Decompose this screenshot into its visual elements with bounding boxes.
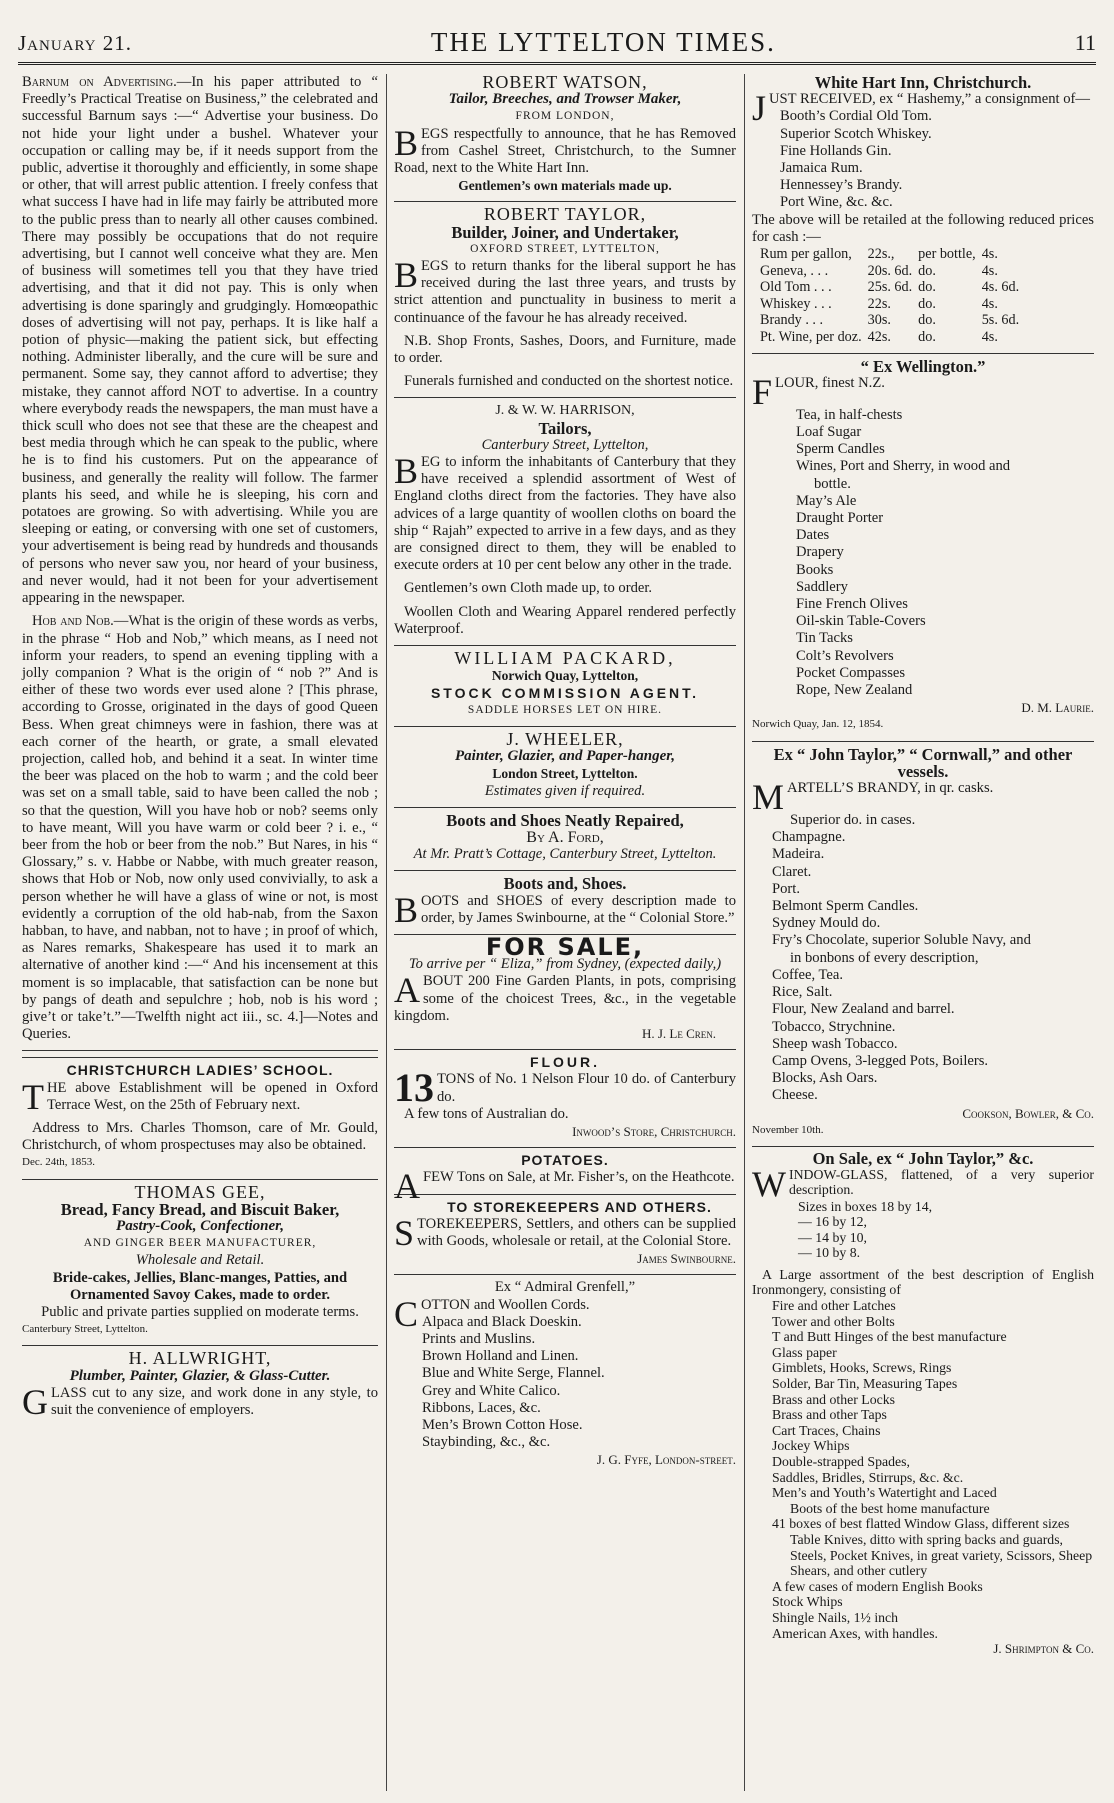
list-item: Sizes in boxes 18 by 14, [798,1198,933,1214]
ad-title: On Sale, ex “ John Taylor,” &c. [812,1148,1034,1168]
drop-cap: B [394,889,419,930]
list-item: Booth’s Cordial Old Tom. [780,108,932,125]
price-bottle: 5s. 6d. [981,312,1020,329]
ad-body: TONS of No. 1 Nelson Flour 10 do. of Canterbury do. [437,1071,736,1105]
ad-title: “ Ex Wellington.” [860,356,986,376]
list-item: Double-strapped Spades, [772,1454,910,1470]
ad-note: Gentlemen’s own materials made up. [458,178,672,194]
price-gallon: 25s. 6d. [867,279,913,296]
newspaper-title: THE LYTTELTON TIMES. [430,27,776,57]
ad-note: SADDLE HORSES LET ON HIRE. [467,703,663,716]
list-item: Fine French Olives [796,596,908,613]
ad-body-2: A Large assortment of the best description of English Ironmongery, consisting of [752,1266,1094,1298]
ad-body: INDOW-GLASS, flattened, of a very superior description. [788,1166,1094,1198]
ad-trade: Plumber, Painter, Glazier, & Glass-Cutter. [69,1367,331,1384]
list-item: Glass paper [772,1344,837,1360]
list-item: Flour, New Zealand and barrel. [772,1001,955,1018]
ad-trade-2: Pastry-Cook, Confectioner, [116,1218,284,1234]
item-list [752,1298,1094,1641]
ad-body-2: A few tons of Australian do. [404,1105,569,1122]
list-item: Blue and White Serge, Flannel. [422,1365,605,1382]
price-item: Brandy . . . [760,312,824,329]
list-item: Tin Tacks [796,630,853,647]
list-item: Superior Scotch Whiskey. [780,125,932,142]
list-item: Superior do. in cases. [790,812,916,829]
list-item: Men’s Brown Cotton Hose. [422,1417,583,1434]
ad-signature: J. Shrimpton & Co. [993,1641,1094,1657]
white-hart-ad [752,74,1094,354]
price-item: Rum per gallon, [760,246,852,263]
item-list [394,1314,736,1452]
column-1 [22,74,378,1426]
item-list [752,812,1094,1104]
list-item: Brown Holland and Linen. [422,1348,579,1365]
ad-name: WILLIAM PACKARD, [454,648,676,669]
price-gallon: 42s. [867,329,891,345]
window-glass-ad [752,1147,1094,1664]
list-item: Jamaica Rum. [780,160,863,177]
ad-body: TOREKEEPERS, Settlers, and others can be supplied with Goods, wholesale or retail, at the Colonial Store. [417,1215,736,1249]
ad-title: Boots and, Shoes. [503,874,627,894]
price-unit: per bottle, [918,246,976,263]
article-title: Hob and Nob. [32,613,114,630]
ad-address: Canterbury Street, Lyttelton, [481,436,649,453]
ad-trade: STOCK COMMISSION AGENT. [430,684,700,701]
ad-from: FROM LONDON, [515,110,615,123]
ad-signature: J. G. Fyfe, London-street. [596,1452,736,1468]
watson-ad [394,74,736,202]
ad-trade-3: AND GINGER BEER MANUFACTURER, [83,1237,317,1250]
table-row [760,246,1025,263]
grenfell-ad [394,1275,736,1475]
list-item: Grey and White Calico. [422,1382,561,1399]
john-taylor-ad [752,742,1094,1147]
table-row [760,312,1025,329]
gee-ad [22,1180,378,1347]
table-row [760,263,1025,280]
list-item: Books [796,561,834,578]
ad-body: OTTON and Woollen Cords. [421,1296,590,1313]
column-3 [752,74,1094,1664]
flour-ad [394,1050,736,1148]
ad-date: Norwich Quay, Jan. 12, 1854. [752,718,884,731]
ad-trade: Builder, Joiner, and Undertaker, [451,222,679,242]
ad-address: Canterbury Street, Lyttelton. [22,1323,148,1336]
list-item: — 16 by 12, [798,1214,867,1230]
ad-signature: Inwood’s Store, Christchurch. [572,1123,736,1139]
list-item: Colt’s Revolvers [796,647,894,664]
article-title: Barnum on Advertising. [22,74,177,90]
ad-body-2: Public and private parties supplied on moderate terms. [41,1304,359,1321]
ad-title: FLOUR. [529,1054,601,1071]
barnum-article [22,74,378,1051]
list-item: Claret. [772,863,812,880]
ad-estimates: Estimates given if required. [484,782,646,799]
list-item: Drapery [796,544,844,561]
list-item: Sydney Mould do. [772,915,881,932]
drop-cap: B [394,255,419,296]
list-item: Table Knives, ditto with spring backs and guards, Steels, Pocket Knives, in great variety, Scissors, Sheep Shears, and other cutlery [790,1531,1093,1579]
ad-address: OXFORD STREET, LYTTELTON, [470,242,660,255]
drop-cap: A [394,1166,420,1207]
ad-name: ROBERT TAYLOR, [483,204,647,225]
wheeler-ad [394,727,736,808]
price-bottle: 4s. [981,246,998,263]
price-gallon: 20s. 6d. [867,262,913,279]
ad-address: Address to Mrs. Charles Thomson, care of Mr. Gould, Christchurch, of whom prospectuses may also be obtained. [22,1119,378,1154]
list-item: Port Wine, &c. &c. [780,194,893,211]
list-item: Fine Hollands Gin. [780,142,892,159]
list-item: Tower and other Bolts [772,1313,895,1329]
list-item: Rice, Salt. [772,984,833,1001]
list-item: 41 boxes of best flatted Window Glass, different sizes [772,1516,1070,1532]
ad-body: Bride-cakes, Jellies, Blanc-manges, Patties, and Ornamented Savoy Cakes, made to order. [52,1269,348,1303]
ad-name: ROBERT WATSON, [482,72,648,92]
ad-body-2: Gentlemen’s own Cloth made up, to order. [404,580,653,597]
ad-title: POTATOES. [521,1152,609,1169]
list-item: Saddlery [796,578,848,595]
price-table [760,246,1025,346]
list-item: Alpaca and Black Doeskin. [422,1313,582,1330]
ad-title: Boots and Shoes Neatly Repaired, [446,810,684,830]
drop-cap: W [752,1163,786,1204]
ad-date: November 10th. [752,1123,824,1136]
ad-body: UST RECEIVED, ex “ Hashemy,” a consignment of— [769,91,1091,108]
school-ad [22,1057,378,1179]
ad-title: TO STOREKEEPERS AND OTHERS. [447,1198,712,1215]
ad-body: ARTELL’S BRANDY, in qr. casks. [787,780,994,797]
list-item: Men’s and Youth’s Watertight and Laced [772,1485,997,1501]
list-item: Pocket Compasses [796,664,906,681]
ad-date: Dec. 24th, 1853. [22,1156,96,1169]
drop-cap: M [752,777,785,818]
list-item: Cheese. [772,1087,818,1104]
article-body: —What is the origin of these words as verbs, in the phrase “ Hob and Nob,” which means, as I need not inform your readers, to spend an evening tippling with a jolly companion ? What is the origin of “ nob ?” And is either of these two words ever used alone ? [This phrase, according to Grosse, originated in the days of good Queen Bess. When great chimneys were in fashion, there was at each corner of the hearth, or grate, a small elevated projection, called hob, and behind it a seat. In winter time the beer was placed on the hob to warm ; and the cold beer was set on a small table, said to have been called the nob ; so that the question, Will you have hob or nob? seems only to have meant, Will you have warm or cold beer ? i. e., “ beer from the hob or beer from the nob.” But Nares, in his “ Glossary,” s. v. Habbe or Nabbe, with much greater reason, shows that Hob or Nob, now only used convivially, to ask a person whether he will have a glass of wine or not, is most evidently a corruption of the old hab-nab, from the Saxon habban, to have, and nabban, not to have ; in proof of which, as Nares remarks, Shakespeare has used it to mark an alternative of another kind :—“ And his incensement at this moment is so implacable, that satisfaction can be none but by pangs of death and sepulchre ; hob, nob is his word ; give’t or take’t.”—Twelfth night act iii., sc. 4.]—Notes and Queries. [22,613,378,1043]
ad-body: LOUR, finest N.Z. [775,374,885,391]
drop-cap: A [394,970,420,1011]
ad-funerals: Funerals furnished and conducted on the shortest notice. [404,373,734,390]
ad-address: At Mr. Pratt’s Cottage, Canterbury Street, Lyttelton. [413,846,717,863]
price-item: Whiskey . . . [760,295,832,312]
column-rule [386,74,387,1791]
list-item: Oil-skin Table-Covers [796,613,926,630]
list-item: Boots of the best home manufacture [790,1500,990,1516]
ad-trade: Tailors, [538,418,592,438]
masthead [18,26,1096,65]
list-item: Coffee, Tea. [772,966,843,983]
ad-body: OOTS and SHOES of every description made to order, by James Swinbourne, at the “ Colonial Store.” [421,892,736,926]
ad-name: J. & W. W. HARRISON, [495,403,635,419]
ad-title: Ex “ John Taylor,” “ Cornwall,” and other vessels. [773,744,1073,781]
ad-body: EGS to return thanks for the liberal support he has received during the last three years, and trusts by strict attention and punctuality in business to merit a continuance of the favour he has already received. [394,258,736,326]
table-row [760,279,1025,296]
list-item: Tobacco, Strychnine. [772,1018,896,1035]
list-item: Loaf Sugar [796,424,862,440]
list-item: American Axes, with handles. [772,1625,938,1641]
column-2 [394,74,736,1476]
article-body: —In his paper attributed to “ Freedly’s Practical Treatise on Business,” the celebrated and successful Barnum says :—“ Advertise your business. Do not hide your light under a bushel. Whatever your occupation or calling may be, if it needs support from the public, advertise it thoroughly and efficiently, in some shape or other, that will arrest public attention. I freely confess that what success I have had in life may fairly be attributed more to the public press than to nearly all other causes combined. There may possibly be occupations that do not require advertising, but I cannot well conceive what they are. Men of business will sometimes tell you that they have tried advertising, and that it did not pay. This is only when advertising is done sparingly and grudgingly. Homœopathic doses of advertising will not pay, perhaps. It is like half a potion of physic—making the patient sick, but effecting nothing. Administer liberally, and the cure will be sure and permanent. Some say, they cannot afford to advertise; they mistake, they cannot afford NOT to advertise. In a country where everybody reads the newspapers, the man must have a thick scull who does not see that these are the cheapest and best media through which he can speak to the public, where he is to find his customers. Put on the appearance of business, and generally the reality will follow. The farmer plants his seed, and while he is sleeping, his corn and potatoes are growing. So with advertising. While you are sleeping or eating, or conversing with one set of customers, your advertisement is being read by hundreds and thousands of persons who never saw you, nor heard of your business, and never would, had it not been for your advertisement appearing in the newspaper. [22,74,378,607]
ad-trade: Tailor, Breeches, and Trowser Maker, [448,91,682,108]
list-item: Sheep wash Tobacco. [772,1035,898,1052]
taylor-ad [394,202,736,398]
list-item: Gimblets, Hooks, Screws, Rings [772,1360,952,1376]
ad-signature: James Swinbourne. [637,1251,736,1267]
price-bottle: 4s. [981,295,998,312]
drop-cap: J [752,88,767,129]
list-item: bottle. [814,475,851,492]
list-item: Prints and Muslins. [422,1331,536,1347]
price-item: Geneva, . . . [760,262,829,279]
price-bottle: 4s. 6d. [981,279,1020,296]
price-unit: do. [918,329,936,345]
table-row [760,296,1025,313]
ad-name: J. WHEELER, [506,728,624,749]
ad-trade: Painter, Glazier, and Paper-hanger, [454,748,676,765]
drop-cap: T [22,1076,44,1117]
ad-body: EG to inform the inhabitants of Canterbury that they have received a splendid assortment of West of England cloths direct from the factories. They have also advices of a large quantity of woollen cloths on board the ship “ Rajah” expected to arrive in a few days, and as they are consigned direct to them, they will be enabled to execute orders at 10 per cent below any other in the trade. [394,454,736,574]
ad-signature: Cookson, Bowler, & Co. [962,1105,1094,1121]
item-list [752,108,1094,211]
list-item: Solder, Bar Tin, Measuring Tapes [772,1376,958,1392]
column-rule [744,74,745,1791]
sizes-list [752,1199,1094,1261]
price-unit: do. [918,295,936,312]
list-item: — 14 by 10, [798,1229,867,1245]
price-unit: do. [918,279,936,296]
drop-cap: S [394,1212,415,1253]
list-item: Tea, in half-chests [796,406,903,423]
list-item: Cart Traces, Chains [772,1422,881,1438]
list-item: Brass and other Taps [772,1407,887,1423]
flour-quantity: 13 [394,1065,434,1111]
list-item: May’s Ale [796,492,857,509]
ad-address: London Street, Lyttelton. [492,766,638,782]
price-bottle: 4s. [981,329,998,345]
ad-by: By A. Ford, [526,828,604,846]
storekeepers-ad [394,1195,736,1276]
list-item: Madeira. [772,846,825,863]
ad-name: H. ALLWRIGHT, [128,1348,272,1369]
ad-body: BOUT 200 Fine Garden Plants, in pots, comprising some of the choicest Trees, &c., in the vegetable kingdom. [394,973,736,1024]
ad-body-2: The above will be retailed at the following reduced prices for cash :— [752,211,1094,245]
list-item: Port. [772,880,800,897]
ad-title: White Hart Inn, Christchurch. [814,73,1032,92]
price-unit: do. [918,262,936,279]
page-number: 11 [1074,30,1096,55]
ad-body: HE above Establishment will be opened in Oxford Terrace West, on the 25th of February next. [47,1079,378,1113]
list-item: Hennessey’s Brandy. [780,177,903,194]
ad-nb: N.B. Shop Fronts, Sashes, Doors, and Furniture, made to order. [394,332,736,367]
price-bottle: 4s. [981,262,998,279]
list-item: Dates [796,527,830,544]
ad-body: EGS respectfully to announce, that he has Removed from Cashel Street, Christchurch, to the Sumner Road, next to the White Hart Inn. [394,125,736,177]
wellington-ad [752,354,1094,742]
list-item: — 10 by 8. [798,1245,861,1261]
list-item: Belmont Sperm Candles. [772,898,919,915]
price-unit: do. [918,312,936,329]
ad-body: FEW Tons on Sale, at Mr. Fisher’s, on the Heathcote. [423,1169,735,1186]
list-item: Draught Porter [796,510,884,527]
list-item: Camp Ovens, 3-legged Pots, Boilers. [772,1052,989,1069]
drop-cap: B [394,122,419,163]
list-item: Fire and other Latches [772,1298,896,1314]
price-gallon: 22s. [867,295,891,312]
drop-cap: G [22,1381,48,1422]
ad-address: Norwich Quay, Lyttelton, [491,668,639,684]
drop-cap: F [752,371,773,412]
issue-date: January 21. [18,31,133,55]
ad-title: FOR SALE, [485,932,645,961]
list-item: Wines, Port and Sherry, in wood and [796,458,1011,475]
list-item: Jockey Whips [772,1438,850,1454]
list-item: Champagne. [772,829,846,846]
list-item: Sperm Candles [796,441,885,458]
list-item: Brass and other Locks [772,1391,895,1407]
drop-cap: B [394,451,419,492]
ad-title: Ex “ Admiral Grenfell,” [494,1279,636,1296]
ad-signature: H. J. Le Cren. [641,1025,716,1041]
boots-ad [394,871,736,935]
packard-ad [394,646,736,727]
list-item: T and Butt Hinges of the best manufacture [772,1329,1007,1345]
list-item: Saddles, Bridles, Stirrups, &c. &c. [772,1469,964,1485]
price-item: Pt. Wine, per doz. [760,329,862,345]
list-item: Rope, New Zealand [796,682,913,699]
list-item: Shingle Nails, 1½ inch [772,1609,899,1625]
ad-subtitle: To arrive per “ Eliza,” from Sydney, (expected daily,) [408,956,722,973]
ford-ad [394,808,736,872]
list-item: Staybinding, &c., &c. [422,1434,551,1451]
table-row [760,329,1025,346]
ad-title: CHRISTCHURCH LADIES’ SCHOOL. [66,1062,334,1079]
ad-signature: D. M. Laurie. [1021,700,1094,716]
list-item: Stock Whips [772,1594,843,1610]
list-item: Fry’s Chocolate, superior Soluble Navy, and [772,932,1031,949]
price-item: Old Tom . . . [760,279,832,296]
ad-name: THOMAS GEE, [134,1181,266,1202]
list-item: Blocks, Ash Oars. [772,1070,878,1087]
allwright-ad [22,1346,378,1426]
price-gallon: 30s. [867,312,891,329]
item-list [752,407,1094,699]
drop-cap: C [394,1293,419,1334]
ad-trade: Bread, Fancy Bread, and Biscuit Baker, [60,1199,340,1219]
list-item: Ribbons, Laces, &c. [422,1399,541,1416]
sale-ad [394,932,736,1050]
ad-body: LASS cut to any size, and work done in any style, to suit the convenience of employers. [51,1384,378,1419]
list-item: in bonbons of every description, [790,949,979,966]
price-gallon: 22s., [867,246,895,263]
list-item: A few cases of modern English Books [772,1578,983,1594]
ad-trade-4: Wholesale and Retail. [135,1252,265,1269]
harrison-ad [394,398,736,646]
ad-body-3: Woollen Cloth and Wearing Apparel rendered perfectly Waterproof. [394,603,736,637]
